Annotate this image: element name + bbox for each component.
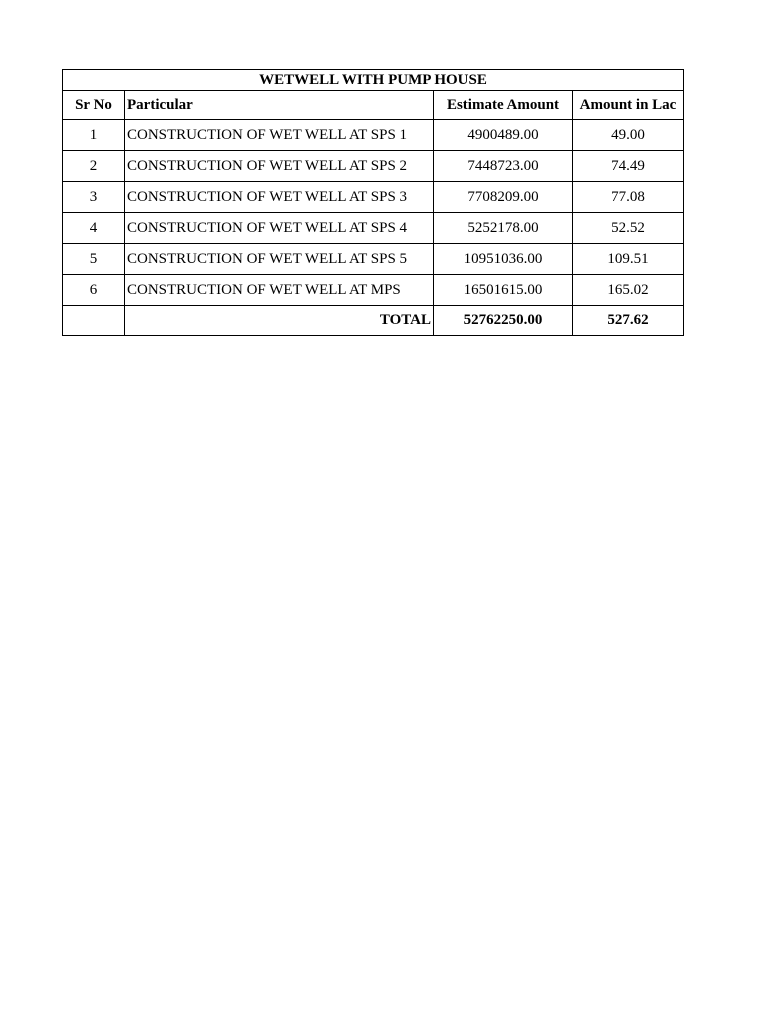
table-title-row [63,70,684,91]
cell-particular: CONSTRUCTION OF WET WELL AT MPS [125,275,434,306]
cell-sr-no: 2 [63,151,125,182]
cell-particular: CONSTRUCTION OF WET WELL AT SPS 3 [125,182,434,213]
cell-sr-no: 5 [63,244,125,275]
cell-particular: CONSTRUCTION OF WET WELL AT SPS 5 [125,244,434,275]
cell-amount-in-lac: 74.49 [573,151,684,182]
header-amount-in-lac: Amount in Lac [573,91,684,120]
cell-sr-no: 3 [63,182,125,213]
header-estimate-amount: Estimate Amount [434,91,573,120]
cell-estimate-amount: 4900489.00 [434,120,573,151]
table-row [63,120,684,151]
cell-particular: CONSTRUCTION OF WET WELL AT SPS 1 [125,120,434,151]
total-amount-in-lac: 527.62 [573,306,684,336]
table-header-row [63,91,684,120]
cell-amount-in-lac: 52.52 [573,213,684,244]
table-title: WETWELL WITH PUMP HOUSE [63,70,684,91]
table-row [63,275,684,306]
cell-estimate-amount: 7708209.00 [434,182,573,213]
cell-sr-no: 4 [63,213,125,244]
total-sr-no-empty [63,306,125,336]
cell-amount-in-lac: 109.51 [573,244,684,275]
table-row [63,213,684,244]
cell-sr-no: 1 [63,120,125,151]
total-label: TOTAL [125,306,434,336]
cell-particular: CONSTRUCTION OF WET WELL AT SPS 4 [125,213,434,244]
cell-estimate-amount: 10951036.00 [434,244,573,275]
cell-estimate-amount: 16501615.00 [434,275,573,306]
cell-sr-no: 6 [63,275,125,306]
table-row [63,244,684,275]
table-total-row [63,306,684,336]
total-estimate-amount: 52762250.00 [434,306,573,336]
cell-particular: CONSTRUCTION OF WET WELL AT SPS 2 [125,151,434,182]
table-row [63,182,684,213]
cell-amount-in-lac: 77.08 [573,182,684,213]
header-sr-no: Sr No [63,91,125,120]
table-row [63,151,684,182]
header-particular: Particular [125,91,434,120]
cell-amount-in-lac: 49.00 [573,120,684,151]
cell-amount-in-lac: 165.02 [573,275,684,306]
cell-estimate-amount: 7448723.00 [434,151,573,182]
cell-estimate-amount: 5252178.00 [434,213,573,244]
estimate-table [62,69,684,336]
